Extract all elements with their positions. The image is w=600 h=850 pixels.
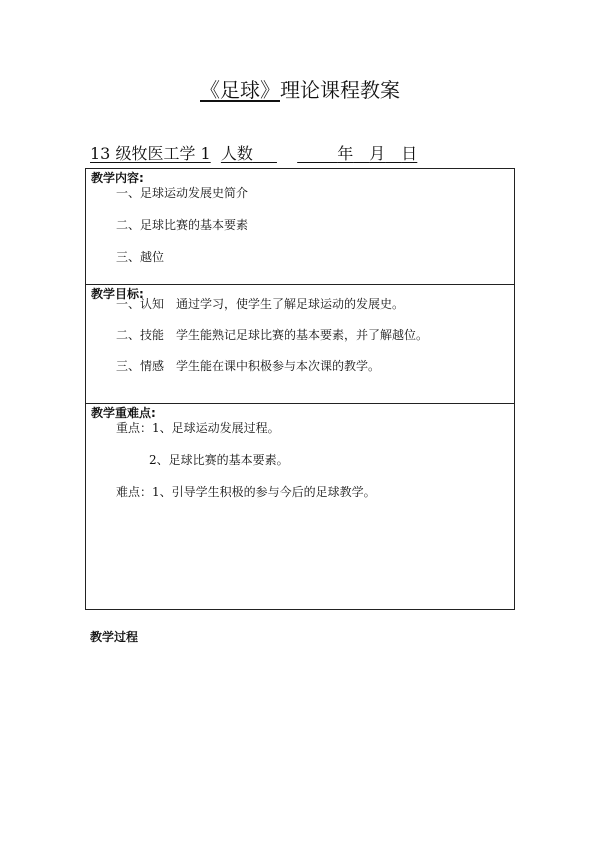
teaching-content-heading: 教学内容: — [91, 171, 144, 185]
month-blank: __ — [353, 144, 370, 163]
lesson-plan-table — [85, 168, 515, 610]
teaching-goals-section — [86, 285, 514, 404]
count-blank: ___ — [252, 144, 277, 163]
page-title — [0, 76, 600, 104]
goal-item: 一、认知 通过学习，使学生了解足球运动的发展史。 — [116, 297, 405, 311]
key-points-section — [86, 404, 514, 609]
day-blank: __ — [385, 144, 402, 163]
year-blank: _____ — [297, 144, 338, 163]
title-rest: 理论课程教案 — [280, 78, 400, 102]
goal-item: 三、情感 学生能在课中积极参与本次课的教学。 — [116, 359, 381, 373]
teaching-process-heading: 教学过程 — [90, 630, 139, 644]
key-points-heading: 教学重难点: — [91, 406, 156, 420]
teaching-goals-heading: 教学目标: — [91, 287, 144, 301]
year-label: 年 — [337, 144, 354, 163]
key-point-2: 2、足球比赛的基本要素。 — [149, 453, 289, 467]
goal-item: 二、技能 学生能熟记足球比赛的基本要素，并了解越位。 — [116, 328, 429, 342]
content-item: 二、足球比赛的基本要素 — [116, 218, 249, 232]
teaching-content-section — [86, 169, 514, 285]
class-info-line — [90, 143, 417, 165]
count-label: 人数 — [220, 144, 253, 163]
difficult-point: 难点：1、引导学生积极的参与今后的足球教学。 — [116, 485, 376, 499]
content-item: 三、越位 — [116, 250, 165, 264]
content-item: 一、足球运动发展史简介 — [116, 186, 249, 200]
key-point-1: 重点：1、足球运动发展过程。 — [116, 421, 280, 435]
class-label: 13 级牧医工学 1 — [90, 144, 211, 163]
day-label: 日 — [401, 144, 418, 163]
title-course-name: 《足球》 — [200, 78, 280, 102]
month-label: 月 — [369, 144, 386, 163]
